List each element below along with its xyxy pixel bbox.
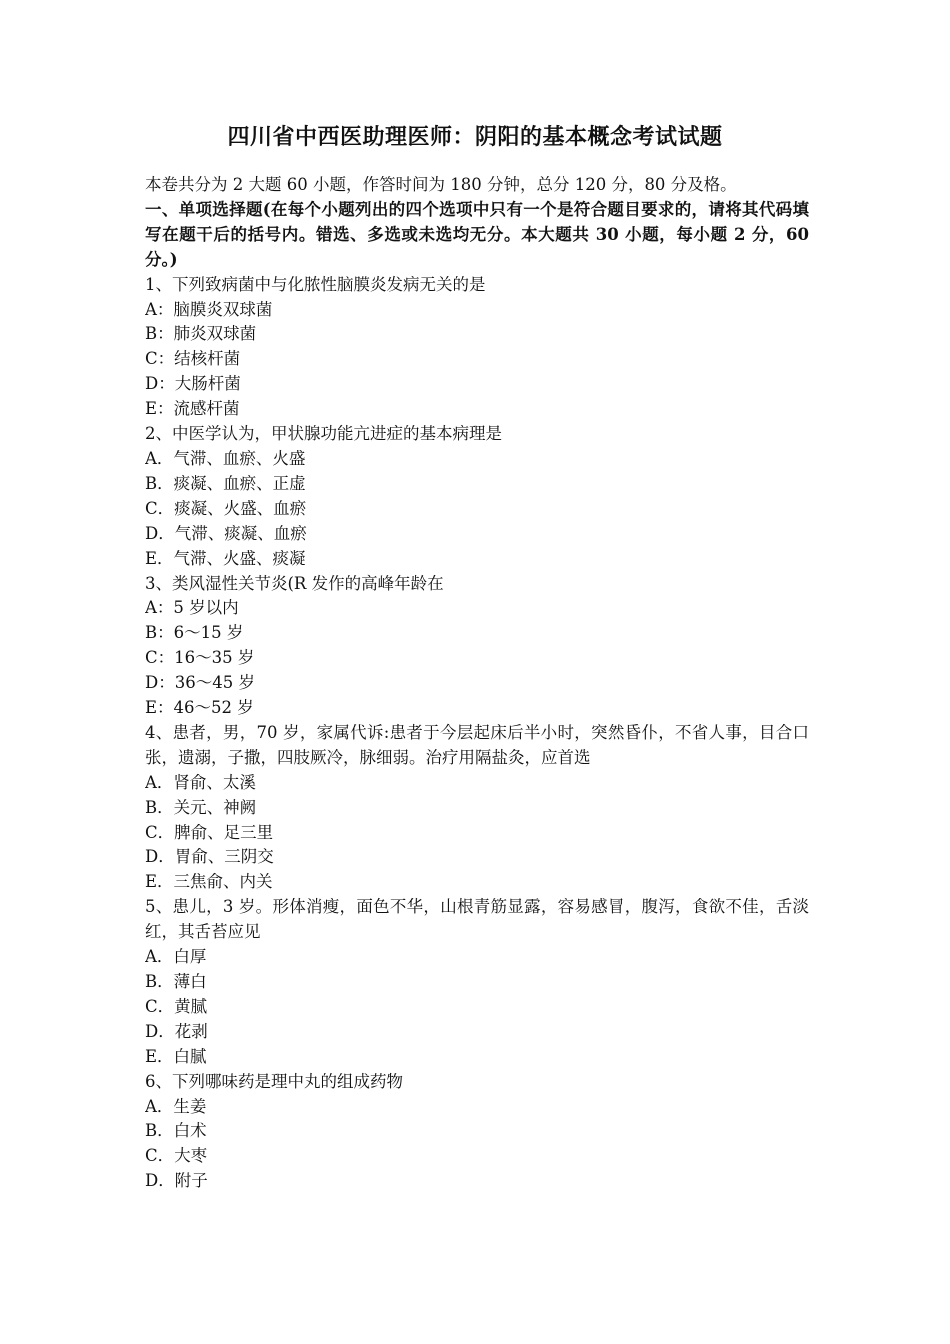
answer-option: C．脾俞、足三里 <box>145 822 274 842</box>
question-4 <box>145 721 809 895</box>
question-5 <box>145 895 809 1069</box>
answer-option: C．黄腻 <box>145 996 208 1016</box>
answer-option: B．关元、神阙 <box>145 797 257 817</box>
answer-option: D：36～45 岁 <box>145 673 255 693</box>
answer-option: D．胃俞、三阴交 <box>145 847 274 867</box>
answer-option: E．气滞、火盛、痰凝 <box>145 548 306 568</box>
answer-option: B：6～15 岁 <box>145 623 244 643</box>
answer-option: B．白术 <box>145 1121 207 1141</box>
question-stem: 4、患者，男，70 岁，家属代诉:患者于今层起床后半小时，突然昏仆，不省人事，目合口张，遗溺，子撒，四肢厥冷，脉细弱。治疗用隔盐灸，应首选 <box>145 722 809 767</box>
question-3 <box>145 572 809 721</box>
answer-option: E：流感杆菌 <box>145 399 240 419</box>
answer-option: E．白腻 <box>145 1046 207 1066</box>
question-6 <box>145 1070 809 1195</box>
section-header: 一、单项选择题(在每个小题列出的四个选项中只有一个是符合题目要求的，请将其代码填写在题干后的括号内。错选、多选或未选均无分。本大题共 30 小题，每小题 2 分，60 分。) <box>145 199 809 269</box>
question-1 <box>145 273 809 422</box>
answer-option: C：16～35 岁 <box>145 648 255 668</box>
exam-intro: 本卷共分为 2 大题 60 小题，作答时间为 180 分钟，总分 120 分，80 分及格。 <box>145 175 737 194</box>
document-body <box>145 173 809 1194</box>
answer-option: A．生姜 <box>145 1096 207 1116</box>
answer-option: E：46～52 岁 <box>145 698 254 718</box>
answer-option: D．花剥 <box>145 1021 208 1041</box>
answer-option: A．肾俞、太溪 <box>145 772 256 792</box>
question-stem: 3、类风湿性关节炎(R 发作的高峰年龄在 <box>145 573 444 593</box>
answer-option: B：肺炎双球菌 <box>145 324 257 344</box>
answer-option: C．痰凝、火盛、血瘀 <box>145 498 307 518</box>
question-stem: 5、患儿，3 岁。形体消瘦，面色不华，山根青筋显露，容易感冒，腹泻，食欲不佳，舌淡红，其舌苔应见 <box>145 897 809 942</box>
answer-option: A．气滞、血瘀、火盛 <box>145 448 306 468</box>
answer-option: D：大肠杆菌 <box>145 374 241 394</box>
answer-option: C：结核杆菌 <box>145 349 241 369</box>
answer-option: A：脑膜炎双球菌 <box>145 299 273 319</box>
question-stem: 1、下列致病菌中与化脓性脑膜炎发病无关的是 <box>145 274 486 294</box>
answer-option: B．薄白 <box>145 972 207 991</box>
answer-option: C．大枣 <box>145 1146 208 1166</box>
question-stem: 6、下列哪味药是理中丸的组成药物 <box>145 1071 403 1091</box>
answer-option: A．白厚 <box>145 947 207 967</box>
answer-option: E．三焦俞、内关 <box>145 872 273 892</box>
answer-option: B．痰凝、血瘀、正虚 <box>145 473 306 493</box>
answer-option: D．气滞、痰凝、血瘀 <box>145 523 307 543</box>
question-stem: 2、中医学认为，甲状腺功能亢进症的基本病理是 <box>145 424 502 444</box>
document-title: 四川省中西医助理医师：阴阳的基本概念考试试题 <box>227 124 723 150</box>
answer-option: D．附子 <box>145 1171 208 1191</box>
question-2 <box>145 422 809 571</box>
answer-option: A：5 岁以内 <box>145 598 239 618</box>
